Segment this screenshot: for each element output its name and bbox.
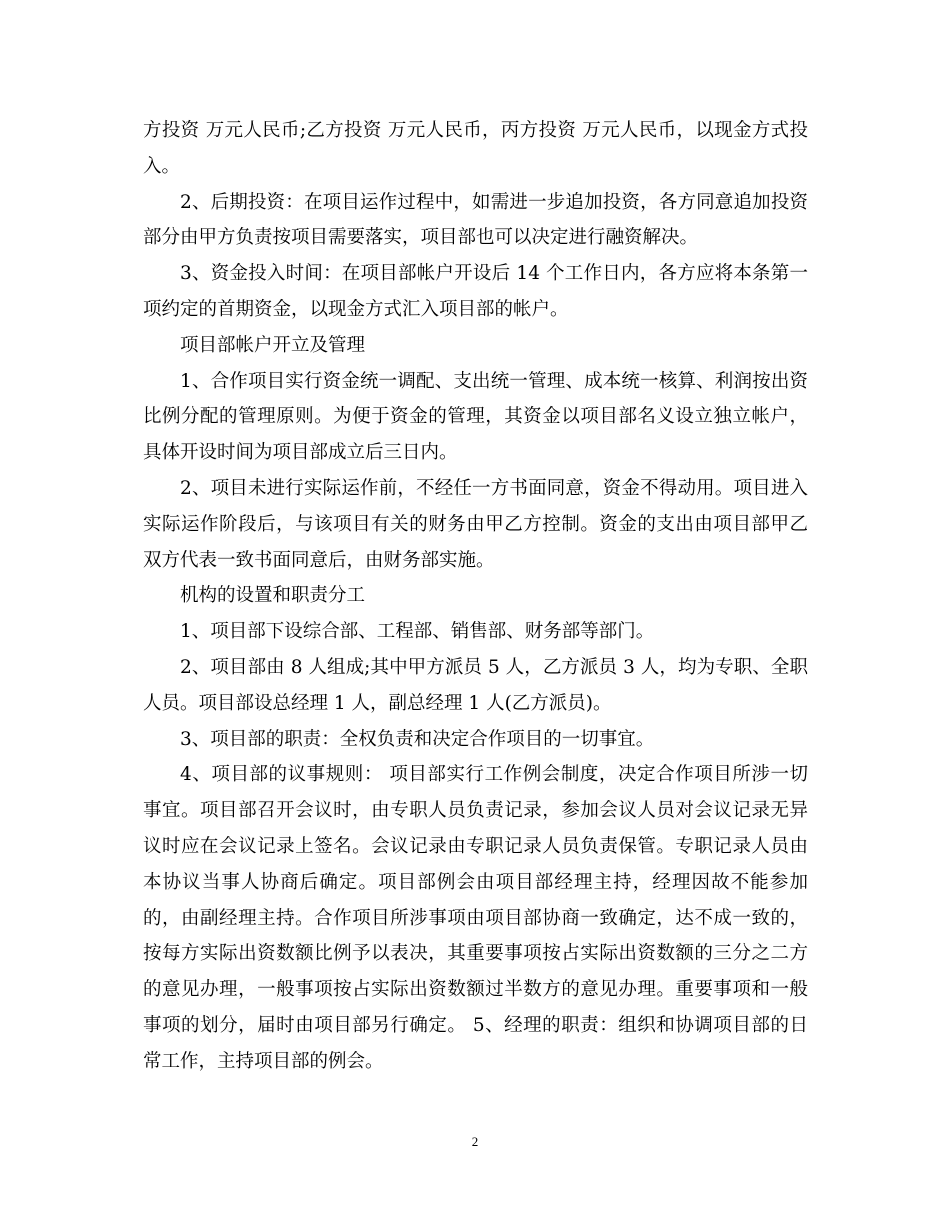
paragraph-8: 2、项目部由 8 人组成;其中甲方派员 5 人，乙方派员 3 人，均为专职、全职人员。项目部设总经理 1 人，副总经理 1 人(乙方派员)。 <box>143 656 808 714</box>
page-number: 2 <box>471 1134 479 1149</box>
paragraph-7: 1、项目部下设综合部、工程部、销售部、财务部等部门。 <box>180 621 655 643</box>
section-heading-organization: 机构的设置和职责分工 <box>180 585 366 607</box>
paragraph-2: 3、资金投入时间：在项目部帐户开设后 14 个工作日内，各方应将本条第一项约定的首期资金，以现金方式汇入项目部的帐户。 <box>143 263 808 320</box>
paragraph-4: 1、合作项目实行资金统一调配、支出统一管理、成本统一核算、利润按出资比例分配的管理原则。为便于资金的管理，其资金以项目部名义设立独立帐户，具体开设时间为项目部成立后三日内。 <box>143 370 808 464</box>
paragraph-1: 2、后期投资：在项目运作过程中，如需进一步追加投资，各方同意追加投资部分由甲方负责按项目需要落实，项目部也可以决定进行融资解决。 <box>143 191 808 249</box>
section-heading-account: 项目部帐户开立及管理 <box>180 334 366 356</box>
paragraph-0: 方投资 万元人民币;乙方投资 万元人民币，丙方投资 万元人民币，以现金方式投入。 <box>143 120 808 177</box>
paragraph-9: 3、项目部的职责：全权负责和决定合作项目的一切事宜。 <box>180 728 655 750</box>
paragraph-10: 4、项目部的议事规则： 项目部实行工作例会制度，决定合作项目所涉一切事宜。项目部召开会议时，由专职人员负责记录，参加会议人员对会议记录无异议时应在会议记录上签名。会议记录由专职记录人员负责保管。专职记录人员由本协议当事人协商后确定。项目部例会由项目部经理主持，经理因故不能参加的，由副经理主持。合作项目所涉事项由项目部协商一致确定，达不成一致的，按每方实际出资数额比例予以表决，其重要事项按占实际出资数额的三分之二方的意见办理，一般事项按占实际出资数额过半数方的意见办理。重要事项和一般事项的划分，届时由项目部另行确定。 5、经理的职责：组织和协调项目部的日常工作，主持项目部的例会。 <box>143 764 808 1072</box>
paragraph-5: 2、项目未进行实际运作前，不经任一方书面同意，资金不得动用。项目进入实际运作阶段后，与该项目有关的财务由甲乙方控制。资金的支出由项目部甲乙双方代表一致书面同意后，由财务部实施。 <box>143 477 808 571</box>
document-body <box>143 113 808 1080</box>
